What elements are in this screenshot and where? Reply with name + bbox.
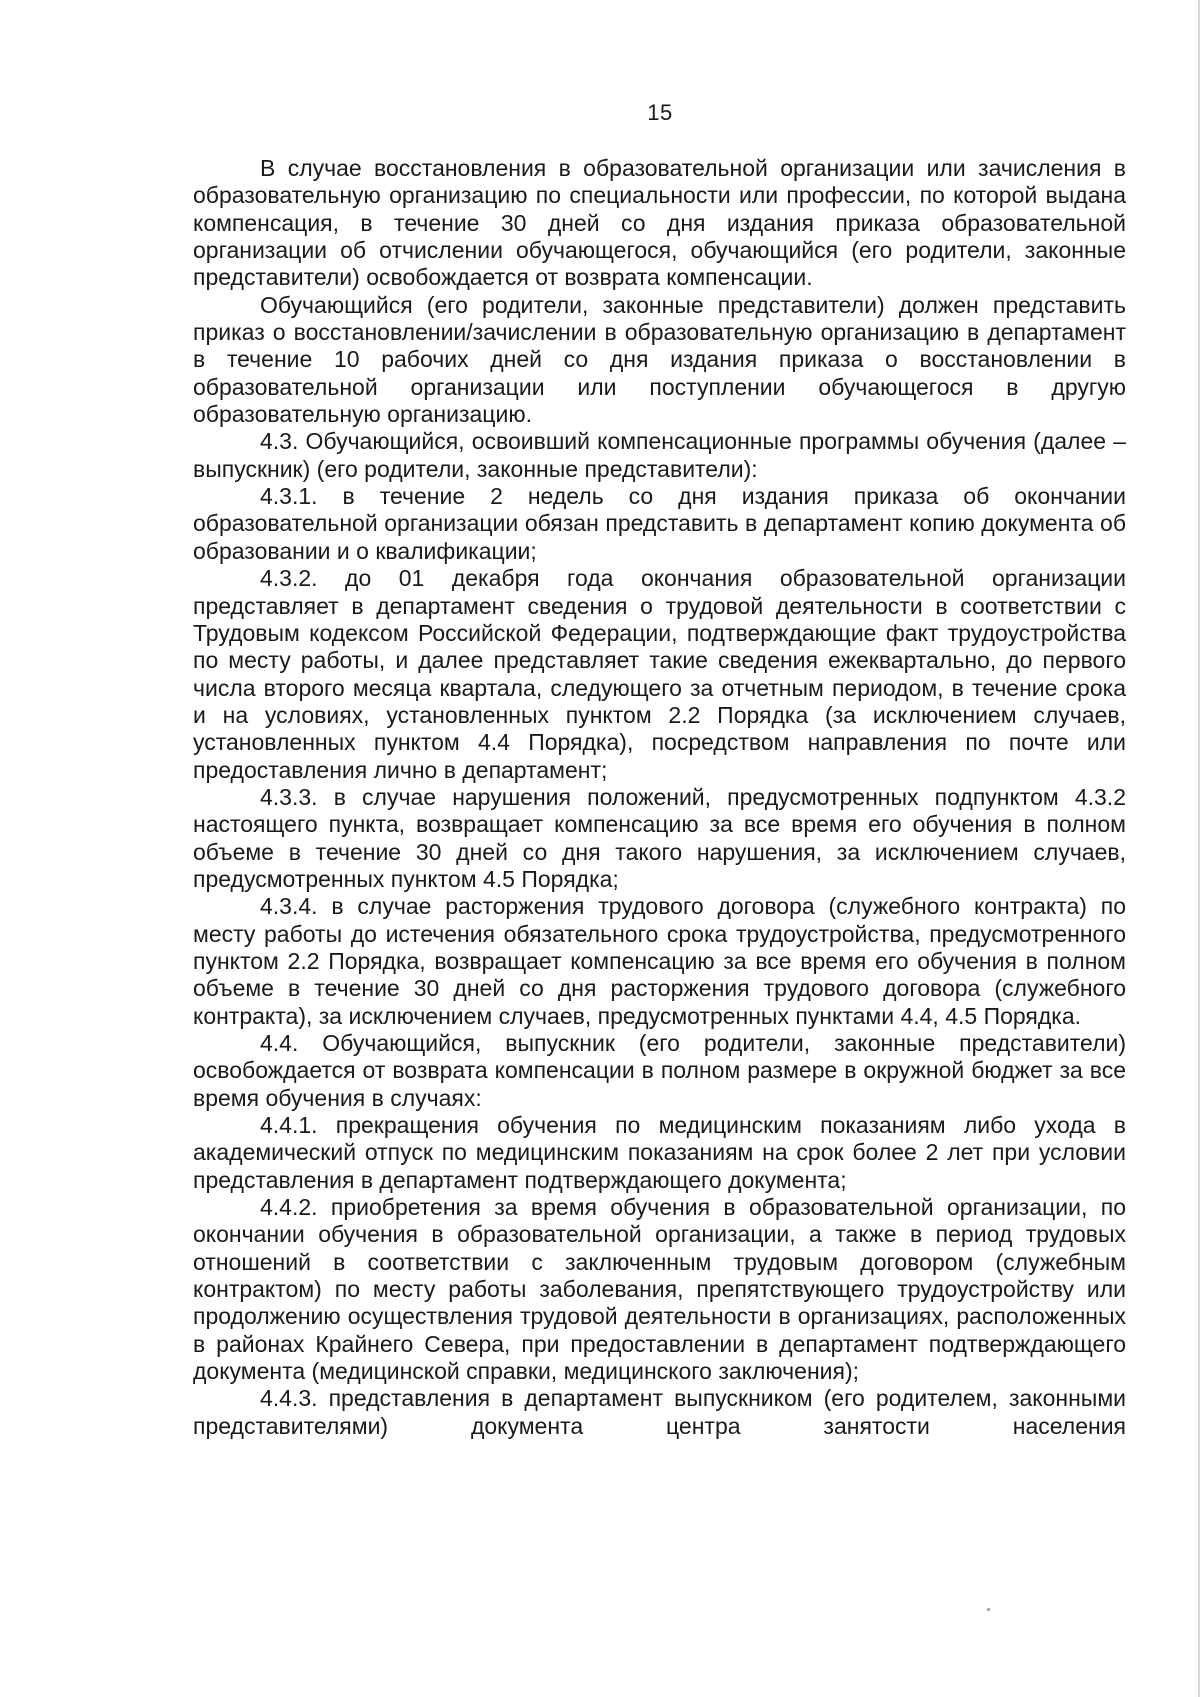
paragraph-4-4-1: 4.4.1. прекращения обучения по медицинским показаниям либо ухода в академический отпуск по медицинским показаниям на срок более 2 лет при условии представления в департамент подтверждающего документа; <box>193 1112 1126 1193</box>
document-body <box>193 155 1126 1440</box>
scan-speck <box>987 1608 990 1611</box>
paragraph-4-3-1: 4.3.1. в течение 2 недель со дня издания приказа об окончании образовательной организации обязан представить в департамент копию документа об образовании и о квалификации; <box>193 483 1126 564</box>
paragraph-4-3: 4.3. Обучающийся, освоивший компенсационные программы обучения (далее – выпускник) (его родители, законные представители): <box>193 428 1126 482</box>
paragraph-4-4-2: 4.4.2. приобретения за время обучения в образовательной организации, по окончании обучения в образовательной организации, а также в период трудовых отношений в соответствии с заключенным трудовым договором (служебным контрактом) по месту работы заболевания, препятствующего трудоустройству или продолжению осуществления трудовой деятельности в организациях, расположенных в районах Крайнего Севера, при предоставлении в департамент подтверждающего документа (медицинской справки, медицинского заключения); <box>193 1194 1126 1385</box>
paragraph-4-4: 4.4. Обучающийся, выпускник (его родители, законные представители) освобождается от возврата компенсации в полном размере в окружной бюджет за все время обучения в случаях: <box>193 1030 1126 1111</box>
paragraph-restoration: В случае восстановления в образовательной организации или зачисления в образовательную организацию по специальности или профессии, по которой выдана компенсация, в течение 30 дней со дня издания приказа образовательной организации об отчислении обучающегося, обучающийся (его родители, законные представители) освобождается от возврата компенсации. <box>193 155 1126 291</box>
paragraph-4-3-4: 4.3.4. в случае расторжения трудового договора (служебного контракта) по месту работы до истечения обязательного срока трудоустройства, предусмотренного пунктом 2.2 Порядка, возвращает компенсацию за все время его обучения в полном объеме в течение 30 дней со дня расторжения трудового договора (служебного контракта), за исключением случаев, предусмотренных пунктами 4.4, 4.5 Порядка. <box>193 893 1126 1029</box>
paragraph-order-submission: Обучающийся (его родители, законные представители) должен представить приказ о восстановлении/зачислении в образовательную организацию в департамент в течение 10 рабочих дней со дня издания приказа о восстановлении в образовательной организации или поступлении обучающегося в другую образовательную организацию. <box>193 291 1126 428</box>
paragraph-4-4-3: 4.4.3. представления в департамент выпускником (его родителем, законными представителями) документа центра занятости населения <box>193 1385 1126 1439</box>
paragraph-4-3-3: 4.3.3. в случае нарушения положений, предусмотренных подпунктом 4.3.2 настоящего пункта, возвращает компенсацию за все время его обучения в полном объеме в течение 30 дней со дня такого нарушения, за исключением случаев, предусмотренных пунктом 4.5 Порядка; <box>193 783 1126 892</box>
page-number: 15 <box>647 100 673 125</box>
paragraph-4-3-2: 4.3.2. до 01 декабря года окончания образовательной организации представляет в департамент сведения о трудовой деятельности в соответствии с Трудовым кодексом Российской Федерации, подтверждающие факт трудоустройства по месту работы, и далее представляет такие сведения ежеквартально, до первого числа второго месяца квартала, следующего за отчетным периодом, в течение срока и на условиях, установленных пунктом 2.2 Порядка (за исключением случаев, установленных пунктом 4.4 Порядка), посредством направления по почте или предоставления лично в департамент; <box>193 565 1126 783</box>
